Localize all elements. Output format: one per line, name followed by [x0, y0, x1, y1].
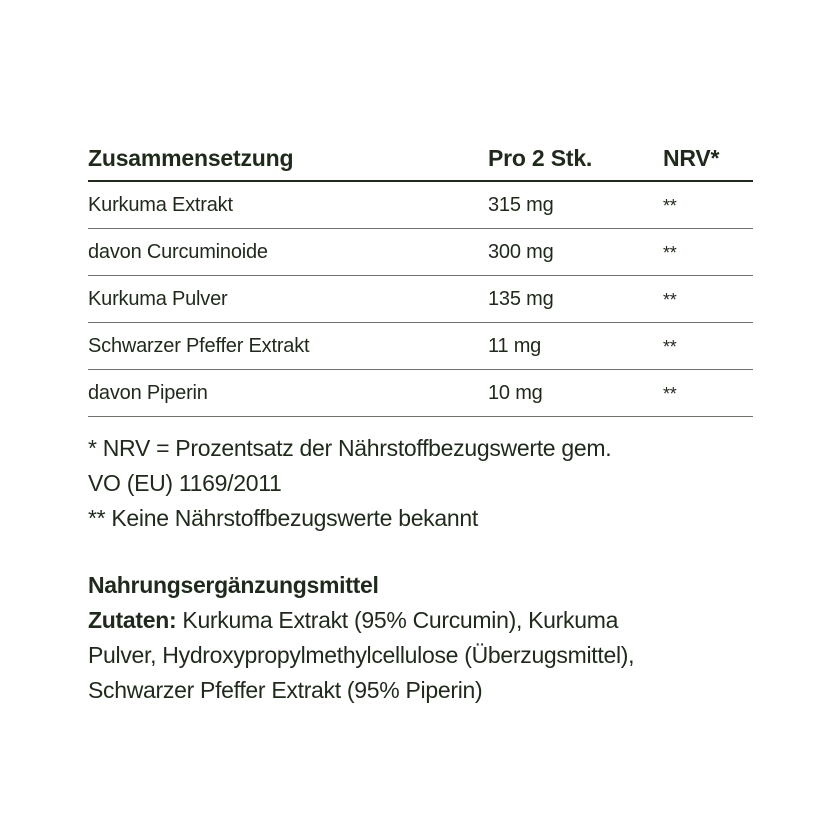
ingredients-text: Schwarzer Pfeffer Extrakt (95% Piperin) — [88, 677, 483, 703]
ingredient-amount: 11 mg — [488, 334, 542, 357]
ingredient-nrv: ** — [663, 336, 677, 357]
column-header-nrv: NRV* — [663, 144, 720, 171]
supplement-title: Nahrungsergänzungsmittel — [88, 572, 379, 598]
no-reference-values-footnote: ** Keine Nährstoffbezugswerte bekannt — [88, 505, 478, 531]
ingredient-amount: 135 mg — [488, 287, 554, 310]
table-row — [88, 229, 753, 276]
table-row — [88, 323, 753, 370]
ingredient-name: davon Curcuminoide — [88, 240, 268, 263]
ingredients-text: Kurkuma Extrakt (95% Curcumin), Kurkuma — [176, 607, 619, 633]
table-row — [88, 370, 753, 417]
ingredient-nrv: ** — [663, 289, 677, 310]
column-header-per-2-pieces: Pro 2 Stk. — [488, 144, 593, 171]
nrv-footnote-regulation: VO (EU) 1169/2011 — [88, 470, 282, 496]
ingredients-section — [88, 568, 753, 708]
table-row — [88, 276, 753, 323]
ingredient-name: Schwarzer Pfeffer Extrakt — [88, 334, 310, 357]
table-header-row — [88, 136, 753, 182]
composition-table — [88, 136, 753, 417]
ingredients-line — [88, 603, 753, 638]
ingredient-amount: 315 mg — [488, 193, 554, 216]
ingredient-nrv: ** — [663, 195, 677, 216]
ingredients-label: Zutaten: — [88, 607, 177, 633]
ingredient-amount: 10 mg — [488, 381, 543, 404]
ingredient-amount: 300 mg — [488, 240, 554, 263]
nutrition-panel — [88, 136, 753, 708]
ingredient-name: Kurkuma Pulver — [88, 287, 228, 310]
footnotes — [88, 431, 753, 536]
ingredients-text: Pulver, Hydroxypropylmethylcellulose (Überzugsmittel), — [88, 642, 635, 668]
table-row — [88, 182, 753, 229]
ingredient-nrv: ** — [663, 242, 677, 263]
ingredient-nrv: ** — [663, 383, 677, 404]
column-header-composition: Zusammensetzung — [88, 144, 294, 171]
ingredient-name: davon Piperin — [88, 381, 208, 404]
ingredient-name: Kurkuma Extrakt — [88, 193, 233, 216]
nrv-footnote-line: * NRV = Prozentsatz der Nährstoffbezugswerte gem. — [88, 435, 612, 461]
